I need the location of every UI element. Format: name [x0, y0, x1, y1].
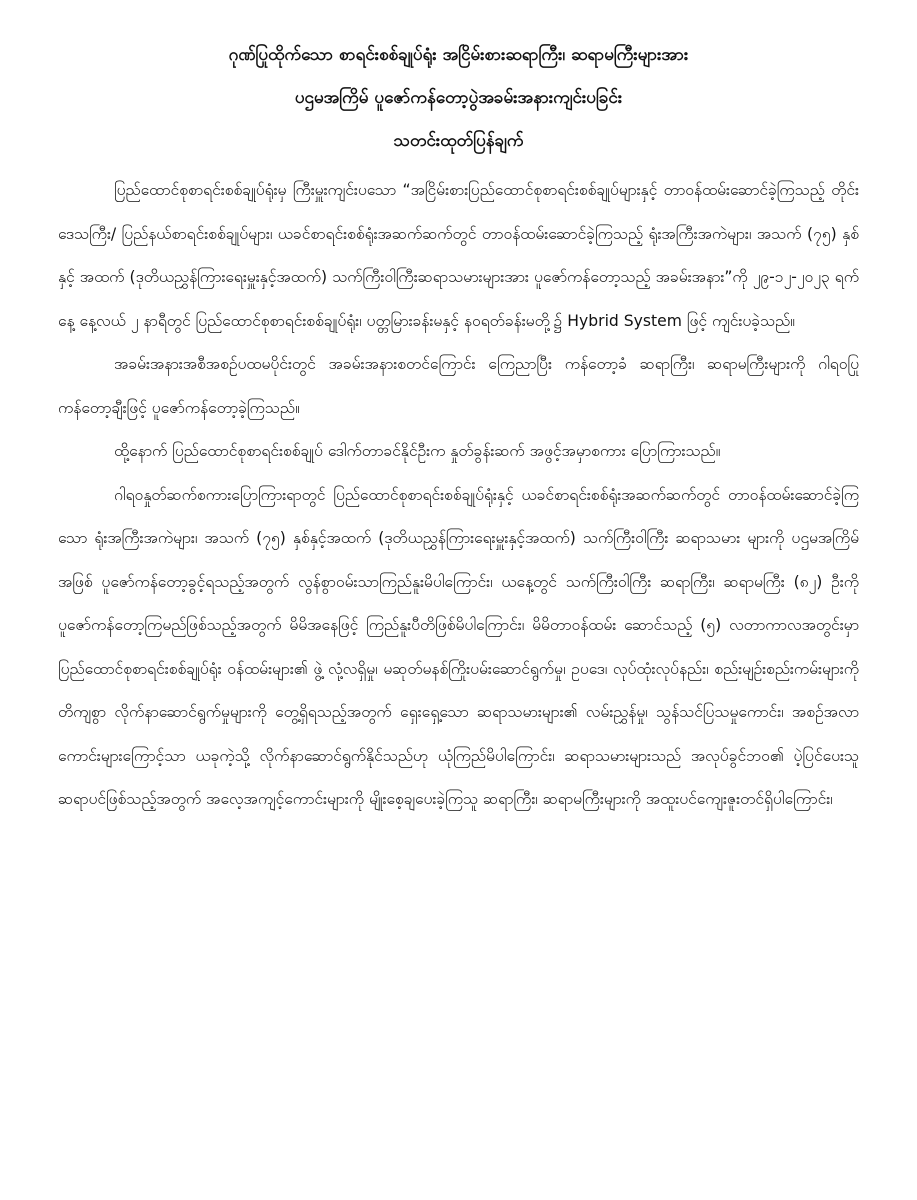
- title-line-3: သတင်းထုတ်ပြန်ချက်: [393, 131, 524, 151]
- document-title: [58, 34, 859, 163]
- title-line-1: ဂုဏ်ပြုထိုက်သော စာရင်းစစ်ချုပ်ရုံး အငြိမ်းစားဆရာကြီး၊ ဆရာမကြီးများအား: [228, 45, 689, 65]
- paragraph-2: အခမ်းအနားအစီအစဉ်ပထမပိုင်းတွင် အခမ်းအနားစတင်ကြောင်း ကြေညာပြီး ကန်တော့ခံ ဆရာကြီး၊ ဆရာမကြီးများကို ဂါရဝပြုကန်တော့ချီးဖြင့် ပူဇော်ကန်တော့ခဲ့ကြသည်။: [58, 355, 859, 417]
- paragraph-4: ဂါရဝနှုတ်ဆက်စကားပြောကြားရာတွင် ပြည်ထောင်စုစာရင်းစစ်ချုပ်ရုံးနှင့် ယခင်စာရင်းစစ်ရုံးအဆက်ဆက်တွင် တာဝန်ထမ်းဆောင်ခဲ့ကြသော ရုံးအကြီးအကဲများ၊ အသက် (၇၅) နှစ်နှင့်အထက် (ဒုတိယညွှန်ကြားရေးမှူးနှင့်အထက်) သက်ကြီးဝါကြီး ဆရာသမား များကို ပဌမအကြိမ်အဖြစ် ပူဇော်ကန်တော့ခွင့်ရသည့်အတွက် လွန်စွာဝမ်းသာကြည်နူးမိပါကြောင်း၊ ယနေ့တွင် သက်ကြီးဝါကြီး ဆရာကြီး၊ ဆရာမကြီး (၈၂) ဦးကို ပူဇော်ကန်တော့ကြမည်ဖြစ်သည့်အတွက် မိမိအနေဖြင့် ကြည်နူးပီတိဖြစ်မိပါကြောင်း၊ မိမိတာဝန်ထမ်း ဆောင်သည့် (၅) လတာကာလအတွင်းမှာ ပြည်ထောင်စုစာရင်းစစ်ချုပ်ရုံး ဝန်ထမ်းများ၏ ဖွဲ့ လုံ့လရှိမှု၊ မဆုတ်မနစ်ကြိုးပမ်းဆောင်ရွက်မှု၊ ဥပဒေ၊ လုပ်ထုံးလုပ်နည်း၊ စည်းမျဉ်းစည်းကမ်းများကို တိကျစွာ လိုက်နာဆောင်ရွက်မှုများကို တွေ့ရှိရသည့်အတွက် ရှေးရှေ့သော ဆရာသမားများ၏ လမ်းညွှန်မှု၊ သွန်သင်ပြသမှုကောင်း၊ အစဉ်အလာကောင်းများကြောင့်သာ ယခုကဲ့သို့ လိုက်နာဆောင်ရွက်နိုင်သည်ဟု ယုံကြည်မိပါကြောင်း၊ ဆရာသမားများသည် အလုပ်ခွင်ဘဝ၏ ပဲ့ပြင်ပေးသူဆရာပင်ဖြစ်သည့်အတွက် အလေ့အကျင့်ကောင်းများကို မျိုးစေ့ချပေးခဲ့ကြသူ ဆရာကြီး၊ ဆရာမကြီးများကို အထူးပင်ကျေးဇူးတင်ရှိပါကြောင်း၊: [58, 485, 859, 808]
- title-line-2: ပဌမအကြိမ် ပူဇော်ကန်တော့ပွဲအခမ်းအနားကျင်းပခြင်း: [294, 88, 623, 108]
- paragraph-3: ထို့နောက် ပြည်ထောင်စုစာရင်းစစ်ချုပ် ဒေါက်တာခင်နိုင်ဦးက နှုတ်ခွန်းဆက် အဖွင့်အမှာစကား ပြောကြားသည်။: [114, 442, 721, 460]
- paragraph-1: ပြည်ထောင်စုစာရင်းစစ်ချုပ်ရုံးမှ ကြီးမှူးကျင်းပသော “အငြိမ်းစားပြည်ထောင်စုစာရင်းစစ်ချုပ်များနှင့် တာဝန်ထမ်းဆောင်ခဲ့ကြသည့် တိုင်းဒေသကြီး/ ပြည်နယ်စာရင်းစစ်ချုပ်များ၊ ယခင်စာရင်းစစ်ရုံးအဆက်ဆက်တွင် တာဝန်ထမ်းဆောင်ခဲ့ကြသည့် ရုံးအကြီးအကဲများ၊ အသက် (၇၅) နှစ်နှင့် အထက် (ဒုတိယညွှန်ကြားရေးမှူးနှင့်အထက်) သက်ကြီးဝါကြီးဆရာသမားများအား ပူဇော်ကန်တော့သည့် အခမ်းအနား”ကို ၂၉-၁၂-၂၀၂၃ ရက်နေ့ နေ့လယ် ၂ နာရီတွင် ပြည်ထောင်စုစာရင်းစစ်ချုပ်ရုံး၊ ပတ္တမြားခန်းမနှင့် နဝရတ်ခန်းမတို့၌ Hybrid System ဖြင့် ကျင်းပခဲ့သည်။: [58, 181, 860, 330]
